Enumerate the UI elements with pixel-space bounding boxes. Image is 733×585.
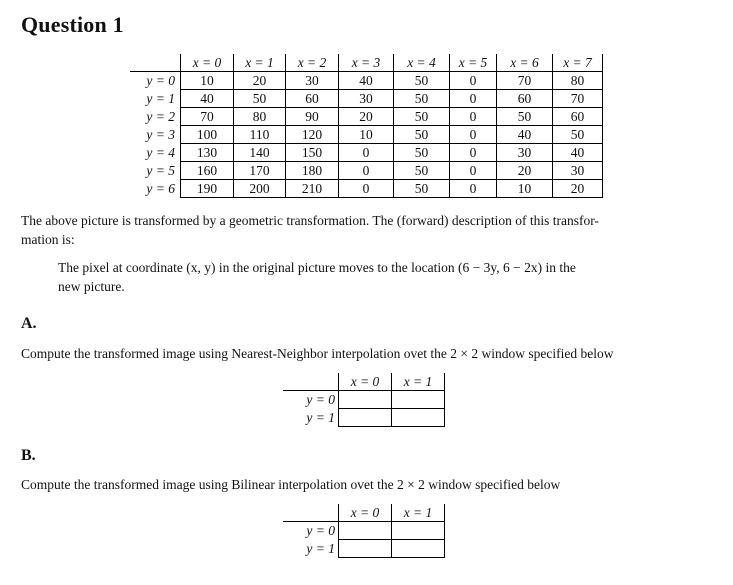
col-header: x = 3 <box>339 54 394 72</box>
table-cell: 50 <box>394 126 450 144</box>
row-header: y = 1 <box>306 410 335 425</box>
table-cell: 190 <box>181 180 234 198</box>
col-header: x = 0 <box>181 54 234 72</box>
table-cell: 80 <box>553 72 603 90</box>
table-cell: 40 <box>497 126 553 144</box>
col-header: x = 1 <box>392 373 445 391</box>
answer-cell[interactable] <box>392 540 445 558</box>
table-cell: 0 <box>450 72 497 90</box>
table-cell: 40 <box>181 90 234 108</box>
part-a-answer-table <box>283 373 445 427</box>
table-cell: 70 <box>553 90 603 108</box>
table-cell: 0 <box>450 126 497 144</box>
table-cell: 150 <box>286 144 339 162</box>
table-cell: 100 <box>181 126 234 144</box>
col-header: x = 0 <box>339 373 392 391</box>
table-cell: 130 <box>181 144 234 162</box>
table-cell: 140 <box>234 144 286 162</box>
part-b-answer-table <box>283 504 445 558</box>
table-cell: 40 <box>339 72 394 90</box>
table-cell: 30 <box>339 90 394 108</box>
table-cell: 160 <box>181 162 234 180</box>
table-cell: 70 <box>181 108 234 126</box>
question-title: Question 1 <box>21 12 124 37</box>
row-header: y = 0 <box>146 73 175 89</box>
row-header: y = 1 <box>146 91 175 106</box>
table-cell: 20 <box>553 180 603 198</box>
table-cell: 50 <box>234 90 286 108</box>
col-header: x = 1 <box>392 504 445 522</box>
answer-cell[interactable] <box>339 409 392 427</box>
table-cell: 0 <box>450 180 497 198</box>
answer-cell[interactable] <box>392 409 445 427</box>
row-header: y = 2 <box>146 109 175 124</box>
row-header: y = 0 <box>306 523 335 539</box>
table-cell: 0 <box>450 162 497 180</box>
table-cell: 120 <box>286 126 339 144</box>
table-cell: 20 <box>497 162 553 180</box>
part-a-label: A. <box>21 315 37 332</box>
table-cell: 50 <box>394 162 450 180</box>
col-header: x = 4 <box>394 54 450 72</box>
table-cell: 0 <box>450 144 497 162</box>
answer-cell[interactable] <box>339 522 392 540</box>
table-cell: 0 <box>339 144 394 162</box>
table-cell: 50 <box>394 108 450 126</box>
row-header: y = 6 <box>146 181 175 196</box>
table-cell: 0 <box>450 108 497 126</box>
table-cell: 10 <box>497 180 553 198</box>
table-cell: 0 <box>450 90 497 108</box>
row-header: y = 5 <box>146 163 175 178</box>
part-a-text: Compute the transformed image using Nearest-Neighbor interpolation ovet the 2 × 2 window specified below <box>21 346 614 361</box>
part-b-text: Compute the transformed image using Bilinear interpolation ovet the 2 × 2 window specified below <box>21 477 561 492</box>
table-cell: 20 <box>339 108 394 126</box>
table-cell: 60 <box>286 90 339 108</box>
part-b-label: B. <box>21 447 36 464</box>
answer-cell[interactable] <box>339 540 392 558</box>
table-cell: 200 <box>234 180 286 198</box>
table-cell: 180 <box>286 162 339 180</box>
table-cell: 10 <box>181 72 234 90</box>
answer-cell[interactable] <box>339 391 392 409</box>
table-cell: 50 <box>394 180 450 198</box>
col-header: x = 0 <box>339 504 392 522</box>
table-cell: 50 <box>497 108 553 126</box>
row-header: y = 4 <box>146 145 175 160</box>
table-cell: 20 <box>234 72 286 90</box>
table-cell: 50 <box>394 72 450 90</box>
table-cell: 60 <box>497 90 553 108</box>
col-header: x = 6 <box>497 54 553 72</box>
table-cell: 50 <box>394 144 450 162</box>
col-header: x = 7 <box>553 54 603 72</box>
answer-cell[interactable] <box>392 391 445 409</box>
transform-text-line1: The pixel at coordinate (x, y) in the original picture moves to the location (6 − 3y, 6 − 2x) in the <box>58 260 576 275</box>
table-cell: 30 <box>553 162 603 180</box>
row-header: y = 1 <box>306 541 335 556</box>
table-cell: 10 <box>339 126 394 144</box>
table-cell: 50 <box>553 126 603 144</box>
table-cell: 40 <box>553 144 603 162</box>
table-cell: 30 <box>497 144 553 162</box>
answer-cell[interactable] <box>392 522 445 540</box>
table-cell: 60 <box>553 108 603 126</box>
table-cell: 0 <box>339 162 394 180</box>
table-cell: 90 <box>286 108 339 126</box>
intro-text-line1: The above picture is transformed by a geometric transformation. The (forward) description of this transfor- <box>21 213 599 228</box>
row-header: y = 3 <box>146 127 175 142</box>
table-cell: 170 <box>234 162 286 180</box>
table-cell: 30 <box>286 72 339 90</box>
table-cell: 210 <box>286 180 339 198</box>
col-header: x = 1 <box>234 54 286 72</box>
pixel-value-table <box>130 54 603 198</box>
col-header: x = 5 <box>450 54 497 72</box>
intro-text-line2: mation is: <box>21 232 75 247</box>
table-cell: 0 <box>339 180 394 198</box>
table-cell: 70 <box>497 72 553 90</box>
table-cell: 50 <box>394 90 450 108</box>
table-cell: 80 <box>234 108 286 126</box>
col-header: x = 2 <box>286 54 339 72</box>
transform-text-line2: new picture. <box>58 279 125 294</box>
table-cell: 110 <box>234 126 286 144</box>
row-header: y = 0 <box>306 392 335 408</box>
